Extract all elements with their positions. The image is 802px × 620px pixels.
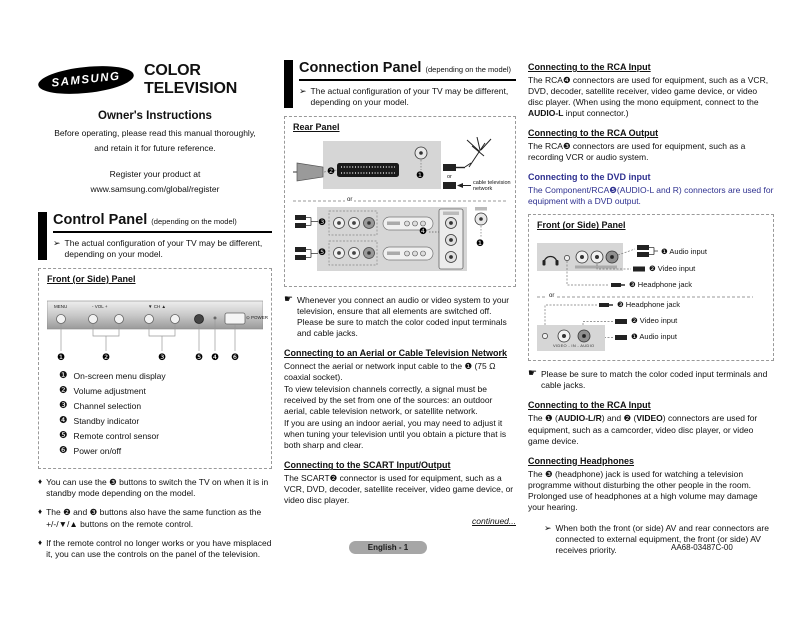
arrowhead-icon: ➢ bbox=[53, 237, 61, 248]
section-black-bar bbox=[38, 212, 47, 260]
badge-4: ❹ bbox=[211, 351, 220, 362]
rca-output-paragraph: The RCA❸ connectors are used for equipment, such as a recording VCR or audio system. bbox=[528, 141, 746, 163]
list-item: ❺ Remote control sensor bbox=[59, 430, 160, 442]
page-number-badge: English - 1 bbox=[349, 541, 427, 554]
badge-3: ❸ bbox=[158, 351, 167, 362]
register-line-2: www.samsung.com/global/register bbox=[90, 184, 220, 195]
list-item: ❷ Volume adjustment bbox=[59, 384, 146, 396]
rear-panel-box bbox=[284, 116, 516, 287]
rca-input-paragraph: The RCA❹ connectors are used for equipment, such as a VCR, DVD, decoder, satellite receiver, video game device, or video disc player. (When using the mono equipment, connect to the AUDIO-L input connector.) bbox=[528, 75, 769, 119]
front-side-panel-box bbox=[38, 268, 272, 470]
dvd-input-heading: Connecting to the DVD input bbox=[528, 172, 651, 183]
antenna-badge: ❶ bbox=[416, 169, 425, 180]
section-black-bar bbox=[284, 60, 293, 108]
left-column bbox=[38, 62, 272, 560]
arrowhead-icon: ➢ bbox=[299, 85, 307, 96]
front-rca-input-paragraph: The ❶ (AUDIO-L/R) and ❷ (VIDEO) connectors are used for equipment, such as a camcorder, video disc player, or video game device. bbox=[528, 413, 758, 446]
video-input-callout: ❷ Video input bbox=[649, 264, 696, 274]
aerial-paragraph-2: To view television channels correctly, a signal must be received by the set from one of the sources: an outdoor aerial, cable television network, or satellite network. bbox=[284, 384, 493, 417]
brand-title: COLOR TELEVISION bbox=[144, 62, 238, 97]
list-item: ❸ Channel selection bbox=[59, 399, 142, 411]
rca-input-heading: Connecting to the RCA Input bbox=[528, 62, 651, 72]
panel-jack-label: VIDEO - IN - AUDIO bbox=[553, 343, 595, 349]
badge-2: ❷ bbox=[102, 351, 111, 362]
priority-note: ➢ When both the front (or side) AV and rear connectors are connected to external equipment, the front (or side) AV receives priority. bbox=[544, 522, 769, 555]
list-item: ❹ Standby indicator bbox=[59, 415, 140, 427]
rca-row1-badge: ❸ bbox=[318, 216, 327, 227]
rear-panel-diagram bbox=[293, 137, 511, 279]
headphone-jack-callout: ❸ Headphone jack bbox=[617, 300, 681, 310]
owners-instructions-title: Owner's Instructions bbox=[98, 110, 212, 122]
component-badge: ❹ bbox=[419, 225, 428, 236]
pointing-hand-icon: ☛ bbox=[528, 368, 537, 380]
headphones-paragraph: The ❸ (headphone) jack is used for watching a television programme without disturbing the other people in the room. Prolonged use of headphones at a high volume may damage your hearing. bbox=[528, 468, 758, 512]
control-panel-notes bbox=[38, 477, 272, 559]
badge-1: ❶ bbox=[57, 351, 66, 362]
front-panel-diagram bbox=[537, 235, 765, 353]
front-rca-input-heading: Connecting to the RCA Input bbox=[528, 400, 651, 411]
headphones-heading: Connecting Headphones bbox=[528, 455, 635, 466]
pointing-hand-icon: ☛ bbox=[284, 293, 293, 305]
connection-panel-note: ➢ The actual configuration of your TV may be different, depending on your model. bbox=[299, 85, 509, 107]
audio-input-callout: ❶ Audio input bbox=[661, 247, 707, 257]
dvd-input-paragraph: The Component/RCA❺(AUDIO-L and R) connectors are used for equipment with a DVD output. bbox=[528, 185, 774, 207]
control-panel-title: Control Panel (depending on the model) bbox=[53, 212, 272, 233]
or-label: or bbox=[549, 293, 555, 300]
connection-panel-title: Connection Panel (depending on the model) bbox=[299, 60, 516, 81]
or-label-mid: or bbox=[347, 196, 353, 203]
diamond-bullet-icon: ♦ bbox=[38, 477, 43, 487]
control-panel-note: ➢ The actual configuration of your TV may be different, depending on your model. bbox=[53, 237, 263, 259]
brand-row bbox=[38, 62, 272, 98]
list-item: ❶ On-screen menu display bbox=[59, 369, 166, 381]
rca-row2-badge: ❺ bbox=[318, 246, 327, 257]
menu-label: MENU bbox=[54, 303, 68, 309]
samsung-logo-text: SAMSUNG bbox=[50, 70, 122, 90]
document-code: AA68-03487C-00 bbox=[671, 543, 733, 552]
right-column bbox=[528, 62, 774, 563]
connection-panel-title-suffix: (depending on the model) bbox=[425, 65, 511, 74]
aerial-paragraph-3: If you are using an indoor aerial, you may need to adjust it when tuning your television until you obtain a picture that is both sharp and clear. bbox=[284, 418, 507, 451]
switch-off-note: ☛ Whenever you connect an audio or video system to your television, ensure that all elements are switched off. Please be sure to match the color coded input terminals and cable jacks. bbox=[284, 293, 510, 338]
samsung-logo bbox=[37, 62, 135, 98]
rear-panel-box-title: Rear Panel bbox=[293, 121, 340, 132]
intro-line-2: and retain it for future reference. bbox=[94, 143, 216, 154]
or-label-top: or bbox=[447, 173, 452, 180]
match-colors-note: ☛ Please be sure to match the color coded input terminals and cable jacks. bbox=[528, 368, 768, 391]
owners-block bbox=[38, 110, 272, 196]
scart-paragraph: The SCART❷ connector is used for equipment, such as a VCR, DVD, decoder, satellite receiver, video game device, or video disc player. bbox=[284, 473, 514, 506]
middle-column bbox=[284, 60, 516, 526]
bullet-item: ♦ If the remote control no longer works or you have misplaced it, you can use the controls on the panel of the television. bbox=[38, 537, 272, 559]
continued-label: continued... bbox=[472, 516, 516, 527]
scart-heading: Connecting to the SCART Input/Output bbox=[284, 460, 451, 471]
bullet-item: ♦ The ❷ and ❸ buttons also have the same function as the +/-/▼/▲ buttons on the remote control. bbox=[38, 507, 262, 529]
volume-label: - VOL + bbox=[92, 303, 108, 309]
power-label: ⊙ POWER bbox=[246, 314, 269, 320]
video-input-callout: ❷ Video input bbox=[631, 316, 678, 326]
diamond-bullet-icon: ♦ bbox=[38, 507, 43, 517]
audio-input-callout: ❶ Audio input bbox=[631, 332, 677, 342]
control-legend-list bbox=[47, 371, 263, 457]
aerial-heading: Connecting to an Aerial or Cable Television Network bbox=[284, 347, 508, 358]
headphone-jack-callout: ❸ Headphone jack bbox=[629, 280, 693, 290]
channel-label: ▼ CH ▲ bbox=[148, 303, 166, 309]
coax-badge: ❶ bbox=[476, 237, 485, 248]
register-line-1: Register your product at bbox=[109, 168, 201, 179]
rca-output-heading: Connecting to the RCA Output bbox=[528, 128, 659, 139]
front-side-panel-connection-box bbox=[528, 214, 774, 361]
aerial-paragraph-1: Connect the aerial or network input cable to the ❶ (75 Ω coaxial socket). bbox=[284, 360, 496, 382]
front-side-panel-box-title: Front (or Side) Panel bbox=[47, 273, 136, 284]
diamond-bullet-icon: ♦ bbox=[38, 537, 43, 547]
arrowhead-icon: ➢ bbox=[544, 522, 552, 533]
control-panel-title-suffix: (depending on the model) bbox=[151, 216, 237, 226]
control-strip-diagram bbox=[47, 289, 269, 365]
scart-badge: ❷ bbox=[327, 165, 336, 176]
connection-panel-section-header bbox=[284, 60, 516, 108]
bullet-item: ♦ You can use the ❸ buttons to switch the TV on when it is in standby mode depending on the model. bbox=[38, 477, 269, 499]
rear-panel-artwork bbox=[293, 137, 507, 279]
intro-line-1: Before operating, please read this manual thoroughly, bbox=[54, 128, 256, 138]
badge-6: ❻ bbox=[231, 351, 240, 362]
list-item: ❻ Power on/off bbox=[59, 445, 122, 457]
badge-5: ❺ bbox=[195, 351, 204, 362]
spacer bbox=[38, 159, 272, 169]
front-side-panel-connection-title: Front (or Side) Panel bbox=[537, 220, 626, 231]
cable-network-label: cable television network bbox=[473, 179, 511, 193]
control-panel-section-header bbox=[38, 212, 272, 260]
